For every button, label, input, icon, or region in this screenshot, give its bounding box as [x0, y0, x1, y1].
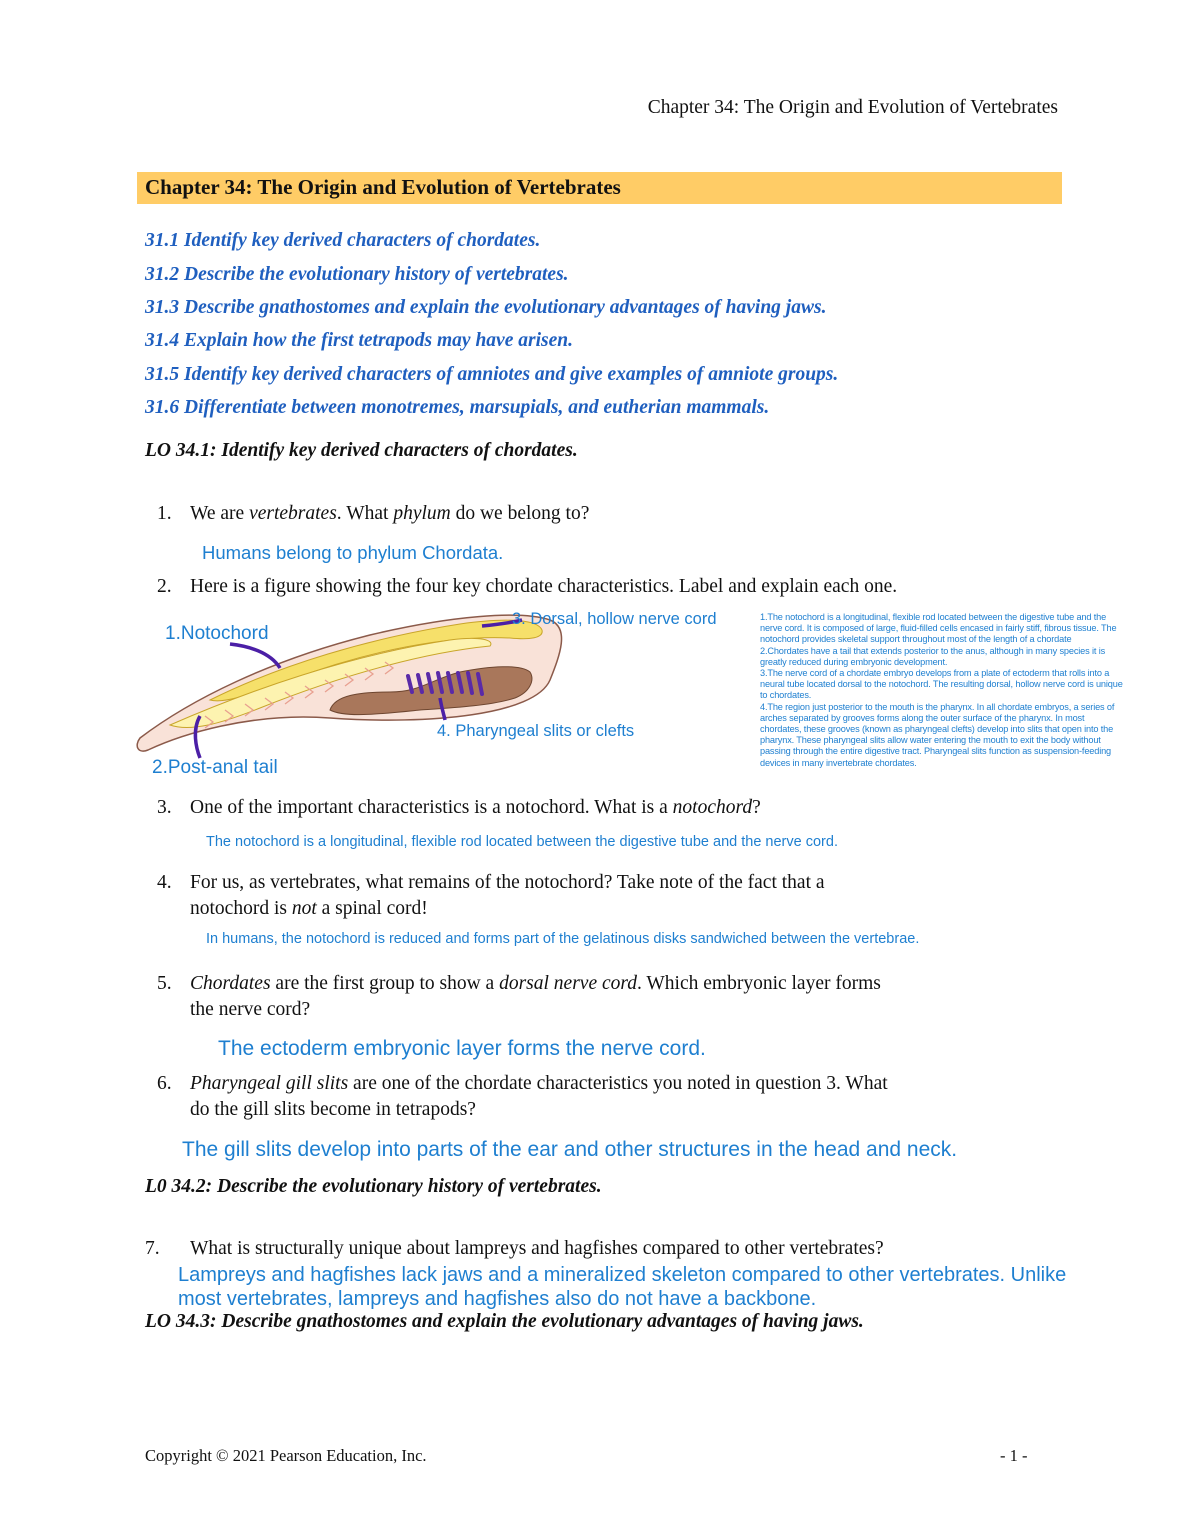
side-note-line: pharynx. These pharyngeal slits allow water entering the mouth to exit the body without [760, 735, 1101, 746]
question-6-number: 6. [157, 1073, 172, 1094]
objective-4: 31.4 Explain how the first tetrapods may have arisen. [145, 330, 573, 351]
side-note-line: neural tube located dorsal to the notochord. The resulting dorsal, hollow nerve cord is unique [760, 679, 1123, 690]
objective-1: 31.1 Identify key derived characters of chordates. [145, 230, 541, 251]
question-1-text: We are vertebrates. What phylum do we belong to? [190, 503, 590, 524]
label-post-anal-tail: 2.Post-anal tail [152, 757, 278, 778]
objective-3: 31.3 Describe gnathostomes and explain the evolutionary advantages of having jaws. [145, 297, 827, 318]
question-4-text-line2: notochord is not a spinal cord! [190, 898, 428, 919]
question-1-number: 1. [157, 503, 172, 524]
question-3-answer: The notochord is a longitudinal, flexible rod located between the digestive tube and the nerve cord. [206, 834, 838, 850]
learning-outcome-1: LO 34.1: Identify key derived characters of chordates. [145, 440, 578, 461]
label-pharyngeal-slits: 4. Pharyngeal slits or clefts [437, 722, 635, 740]
side-note-line: 4.The region just posterior to the mouth is the pharynx. In all chordate embryos, a series of [760, 701, 1115, 712]
question-6-text-line1: Pharyngeal gill slits are one of the chordate characteristics you noted in question 3. What [190, 1073, 888, 1094]
question-3-number: 3. [157, 797, 172, 818]
side-note-line: passing through the entire digestive tract. Pharyngeal slits function as suspension-feeding [760, 746, 1112, 757]
footer-copyright: Copyright © 2021 Pearson Education, Inc. [145, 1446, 427, 1465]
learning-outcome-2: L0 34.2: Describe the evolutionary history of vertebrates. [145, 1176, 602, 1197]
objective-6: 31.6 Differentiate between monotremes, marsupials, and eutherian mammals. [145, 397, 770, 418]
question-4-answer: In humans, the notochord is reduced and forms part of the gelatinous disks sandwiched between the vertebrae. [206, 931, 920, 947]
label-notochord: 1.Notochord [165, 623, 269, 644]
side-note-line: 2.Chordates have a tail that extends posterior to the anus, although in many species it is [760, 645, 1106, 656]
question-7-number: 7. [145, 1238, 160, 1259]
side-note-line: arches separated by grooves forms along the outer surface of the pharynx. In most [760, 712, 1085, 723]
running-header: Chapter 34: The Origin and Evolution of Vertebrates [647, 97, 1058, 118]
chapter-title: Chapter 34: The Origin and Evolution of Vertebrates [145, 175, 621, 199]
label-nerve-cord: 3. Dorsal, hollow nerve cord [512, 610, 717, 628]
question-5-number: 5. [157, 973, 172, 994]
question-7-answer-line1: Lampreys and hagfishes lack jaws and a mineralized skeleton compared to other vertebrates. Unlike [178, 1264, 1067, 1286]
question-6-answer: The gill slits develop into parts of the ear and other structures in the head and neck. [182, 1138, 958, 1161]
objective-5: 31.5 Identify key derived characters of amniotes and give examples of amniote groups. [145, 364, 839, 385]
question-5-text-line1: Chordates are the first group to show a dorsal nerve cord. Which embryonic layer forms [190, 973, 881, 994]
side-notes [760, 612, 1160, 769]
side-note-line: to chordates. [760, 690, 812, 701]
question-5-text-line2: the nerve cord? [190, 999, 311, 1020]
question-4-number: 4. [157, 872, 172, 893]
footer-page-number: - 1 - [1000, 1446, 1028, 1465]
question-5-answer: The ectoderm embryonic layer forms the nerve cord. [218, 1037, 706, 1060]
side-note-line: 1.The notochord is a longitudinal, flexible rod located between the digestive tube and the [760, 612, 1107, 622]
question-4-text-line1: For us, as vertebrates, what remains of the notochord? Take note of the fact that a [190, 872, 825, 893]
question-2-number: 2. [157, 576, 172, 597]
question-3-text: One of the important characteristics is a notochord. What is a notochord? [190, 797, 761, 818]
side-note-line: greatly reduced during embryonic development. [760, 656, 948, 667]
side-note-line: nerve cord. It is composed of large, fluid-filled cells encased in fairly stiff, fibrous tissue. The [760, 623, 1117, 634]
question-7-answer-line2: most vertebrates, lampreys and hagfishes also do not have a backbone. [178, 1288, 817, 1310]
question-1-answer: Humans belong to phylum Chordata. [202, 542, 504, 563]
pointer-notochord [230, 644, 280, 668]
learning-outcome-3: LO 34.3: Describe gnathostomes and explain the evolutionary advantages of having jaws. [145, 1311, 864, 1332]
side-note-line: chordates, these grooves (known as pharyngeal clefts) develop into slits that open into the [760, 724, 1114, 735]
objective-2: 31.2 Describe the evolutionary history of vertebrates. [145, 264, 569, 285]
side-note-line: notochord provides skeletal support throughout most of the length of a chordate [760, 634, 1072, 645]
side-note-line: devices in many invertebrate chordates. [760, 757, 917, 768]
side-note-line: 3.The nerve cord of a chordate embryo develops from a plate of ectoderm that rolls into a [760, 668, 1110, 679]
question-2-text: Here is a figure showing the four key chordate characteristics. Label and explain each one. [190, 576, 898, 597]
question-7-text: What is structurally unique about lampreys and hagfishes compared to other vertebrates? [190, 1238, 884, 1259]
question-6-text-line2: do the gill slits become in tetrapods? [190, 1099, 476, 1120]
chapter-banner [137, 172, 1062, 204]
